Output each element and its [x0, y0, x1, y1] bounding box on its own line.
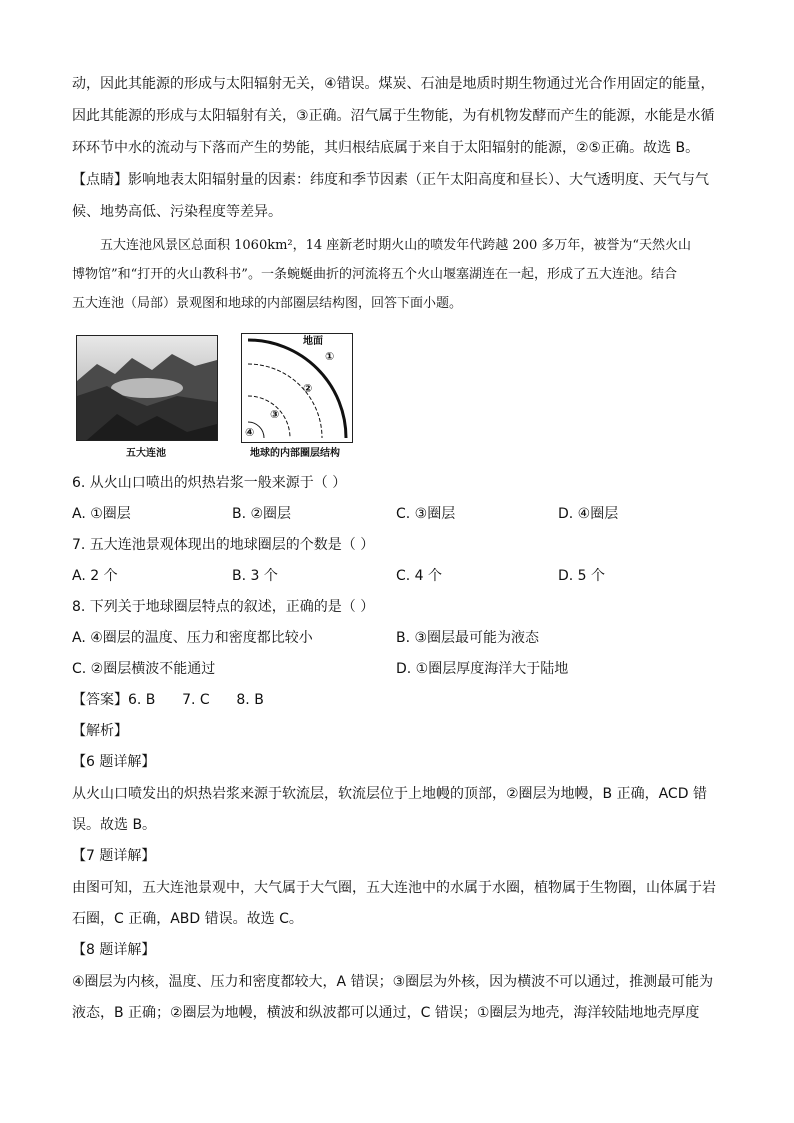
- tip-line: 候、地势高低、污染程度等差异。: [72, 204, 282, 220]
- layer-label-1: ①: [325, 350, 335, 363]
- q6-detail-line: 误。故选 B。: [72, 817, 157, 833]
- q7-detail-line: 石圈，C 正确，ABD 错误。故选 C。: [72, 911, 303, 927]
- question-6-stem: 6. 从火山口喷出的炽热岩浆一般来源于（ ）: [72, 475, 347, 491]
- explanation-line: 因此其能源的形成与太阳辐射有关，③正确。沼气属于生物能，为有机物发酵而产生的能源，水能是水循: [72, 108, 715, 124]
- question-6-option-a: A. ①圈层: [72, 506, 131, 522]
- material-line: 博物馆”和“打开的火山教科书”。一条蜿蜒曲折的河流将五个火山堰塞湖连在一起，形成了五大连池。结合: [72, 267, 677, 282]
- layer-label-3: ③: [270, 408, 280, 421]
- q8-detail-line: 液态，B 正确；②圈层为地幔，横波和纵波都可以通过，C 错误；①圈层为地壳，海洋较陆地地壳厚度: [72, 1005, 700, 1021]
- question-7-option-a: A. 2 个: [72, 568, 118, 584]
- earth-structure-diagram: [241, 333, 353, 443]
- q7-heading: 【7 题详解】: [72, 848, 156, 864]
- explanation-line: 环环节中水的流动与下落而产生的势能，其归根结底属于来自于太阳辐射的能源，②⑤正确。故选 B。: [72, 140, 700, 156]
- answer-line: 【答案】6. B 7. C 8. B: [72, 692, 264, 708]
- landscape-photo: [76, 335, 218, 441]
- question-7-stem: 7. 五大连池景观体现出的地球圈层的个数是（ ）: [72, 537, 375, 553]
- material-line: 五大连池（局部）景观图和地球的内部圈层结构图，回答下面小题。: [72, 296, 463, 311]
- q6-heading: 【6 题详解】: [72, 754, 156, 770]
- tip-line: 【点睛】影响地表太阳辐射量的因素：纬度和季节因素（正午太阳高度和昼长）、大气透明度、天气与气: [72, 172, 709, 188]
- photo-caption: 五大连池: [126, 448, 166, 459]
- question-7-option-b: B. 3 个: [232, 568, 278, 584]
- layer-label-4: ④: [245, 426, 255, 439]
- question-6-option-b: B. ②圈层: [232, 506, 292, 522]
- question-7-option-d: D. 5 个: [558, 568, 606, 584]
- diagram-caption: 地球的内部圈层结构: [250, 448, 340, 459]
- material-line: 五大连池风景区总面积 1060km²，14 座新老时期火山的喷发年代跨越 200 多万年，被誉为“天然火山: [100, 238, 692, 253]
- explanation-line: 动，因此其能源的形成与太阳辐射无关，④错误。煤炭、石油是地质时期生物通过光合作用固定的能量，: [72, 76, 715, 92]
- question-8-stem: 8. 下列关于地球圈层特点的叙述，正确的是（ ）: [72, 599, 375, 615]
- analysis-heading: 【解析】: [72, 723, 128, 739]
- q6-detail-line: 从火山口喷发出的炽热岩浆来源于软流层，软流层位于上地幔的顶部，②圈层为地幔，B 正确，ACD 错: [72, 786, 707, 802]
- question-7-option-c: C. 4 个: [396, 568, 443, 584]
- q7-detail-line: 由图可知，五大连池景观中，大气属于大气圈，五大连池中的水属于水圈，植物属于生物圈，山体属于岩: [72, 880, 716, 896]
- surface-label: 地面: [303, 336, 323, 347]
- q8-heading: 【8 题详解】: [72, 942, 156, 958]
- layer-label-2: ②: [303, 382, 313, 395]
- question-6-option-d: D. ④圈层: [558, 506, 619, 522]
- q8-detail-line: ④圈层为内核，温度、压力和密度都较大，A 错误；③圈层为外核，因为横波不可以通过，推测最可能为: [72, 974, 714, 990]
- question-8-option-a: A. ④圈层的温度、压力和密度都比较小: [72, 630, 313, 646]
- question-8-option-b: B. ③圈层最可能为液态: [396, 630, 540, 646]
- question-8-option-d: D. ①圈层厚度海洋大于陆地: [396, 661, 569, 677]
- question-8-option-c: C. ②圈层横波不能通过: [72, 661, 216, 677]
- question-6-option-c: C. ③圈层: [396, 506, 456, 522]
